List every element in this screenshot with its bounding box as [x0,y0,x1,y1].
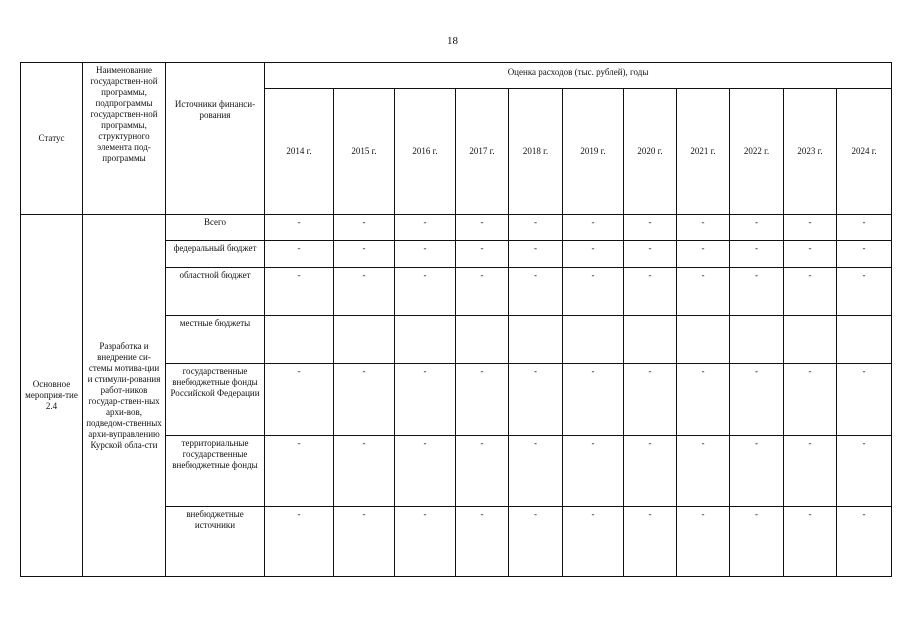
value-cell: - [563,241,624,268]
table-row [21,215,892,241]
year-header: 2016 г. [395,89,456,215]
page-number: 18 [447,35,458,47]
value-cell: - [730,268,784,316]
value-cell: - [730,241,784,268]
value-cell: - [677,364,730,436]
budget-table [20,62,892,577]
value-cell: - [624,215,677,241]
value-cell: - [784,268,837,316]
value-cell: - [837,215,892,241]
value-cell: - [784,436,837,507]
value-cell: - [563,268,624,316]
value-cell [784,316,837,364]
value-cell: - [730,507,784,577]
name-column-header: Наименование государствен-ной программы, подпрограммы государствен-ной программы, структурного элемента под-программы [83,63,166,215]
value-cell: - [395,364,456,436]
status-column-header: Статус [21,63,83,215]
value-cell: - [265,268,334,316]
value-cell: - [334,507,395,577]
value-cell: - [509,268,563,316]
source-cell: Всего [166,215,265,241]
value-cell: - [624,436,677,507]
source-cell: внебюджетные источники [166,507,265,577]
value-cell [563,316,624,364]
value-cell: - [784,241,837,268]
value-cell [730,316,784,364]
value-cell: - [563,436,624,507]
value-cell: - [837,436,892,507]
source-cell: федеральный бюджет [166,241,265,268]
value-cell: - [265,215,334,241]
value-cell [456,316,509,364]
year-header: 2020 г. [624,89,677,215]
value-cell: - [677,507,730,577]
value-cell [509,316,563,364]
value-cell: - [624,507,677,577]
source-cell: местные бюджеты [166,316,265,364]
value-cell: - [677,215,730,241]
value-cell: - [624,268,677,316]
value-cell: - [395,215,456,241]
value-cell: - [456,215,509,241]
value-cell: - [456,364,509,436]
value-cell: - [334,215,395,241]
source-cell: государственные внебюджетные фонды Российской Федерации [166,364,265,436]
value-cell: - [456,241,509,268]
source-cell: областной бюджет [166,268,265,316]
value-cell: - [334,436,395,507]
value-cell: - [730,215,784,241]
value-cell: - [784,364,837,436]
value-cell: - [730,436,784,507]
value-cell: - [563,215,624,241]
value-cell: - [509,241,563,268]
value-cell: - [563,507,624,577]
value-cell: - [395,268,456,316]
year-header: 2021 г. [677,89,730,215]
value-cell [265,316,334,364]
year-header: 2022 г. [730,89,784,215]
value-cell: - [456,436,509,507]
value-cell: - [837,241,892,268]
value-cell: - [395,241,456,268]
value-cell: - [509,364,563,436]
year-header: 2019 г. [563,89,624,215]
value-cell: - [677,241,730,268]
value-cell: - [563,364,624,436]
value-cell [624,316,677,364]
sources-column-header: Источники финанси-рования [166,63,265,215]
value-cell: - [509,507,563,577]
value-cell: - [784,507,837,577]
status-cell: Основное мероприя-тие 2.4 [21,215,83,577]
value-cell: - [624,241,677,268]
value-cell: - [334,364,395,436]
value-cell: - [677,436,730,507]
value-cell: - [334,241,395,268]
value-cell: - [265,364,334,436]
value-cell [677,316,730,364]
value-cell [837,316,892,364]
value-cell [395,316,456,364]
value-cell: - [837,364,892,436]
value-cell: - [624,364,677,436]
year-header: 2017 г. [456,89,509,215]
year-header: 2014 г. [265,89,334,215]
value-cell: - [456,507,509,577]
value-cell: - [677,268,730,316]
value-cell: - [265,436,334,507]
value-cell: - [784,215,837,241]
spending-header: Оценка расходов (тыс. рублей), годы [265,63,892,89]
header-row [21,63,892,89]
year-header: 2023 г. [784,89,837,215]
value-cell: - [456,268,509,316]
year-header: 2015 г. [334,89,395,215]
value-cell: - [265,507,334,577]
value-cell: - [395,507,456,577]
value-cell: - [334,268,395,316]
name-cell: Разработка и внедрение си-стемы мотива-ции и стимули-рования работ-ников государ-ствен-ных архи-вов, подведом-ственных архи-вуправлению Курской обла-сти [83,215,166,577]
year-header: 2024 г. [837,89,892,215]
value-cell: - [509,436,563,507]
value-cell: - [837,507,892,577]
value-cell: - [730,364,784,436]
value-cell: - [509,215,563,241]
value-cell [334,316,395,364]
value-cell: - [837,268,892,316]
value-cell: - [265,241,334,268]
year-header: 2018 г. [509,89,563,215]
source-cell: территориальные государственные внебюджетные фонды [166,436,265,507]
value-cell: - [395,436,456,507]
